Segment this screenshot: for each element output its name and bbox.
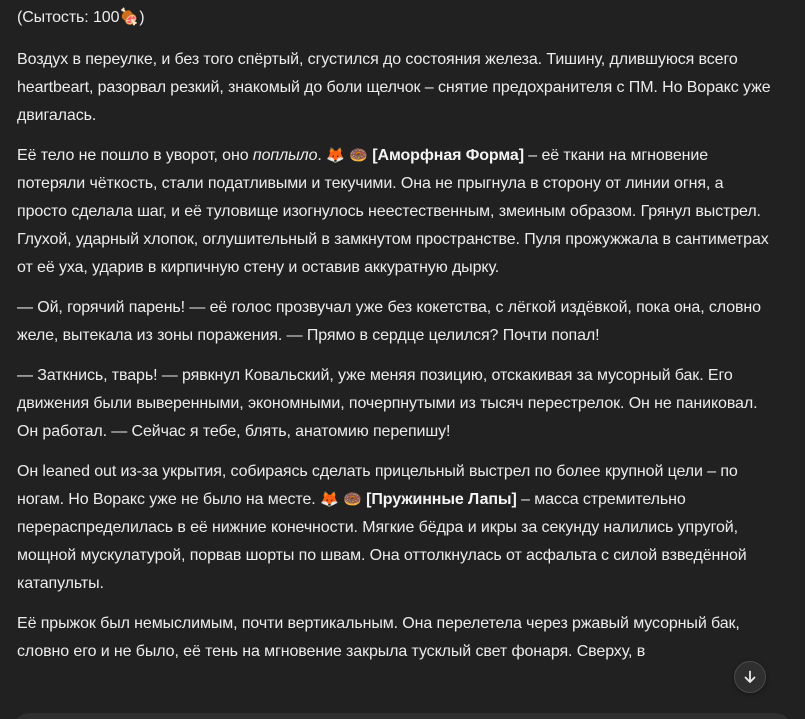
fox-donut-emoji: 🦊 🍩 <box>326 146 368 164</box>
scroll-to-bottom-button[interactable] <box>734 661 766 693</box>
paragraph-2-rest: – её ткани на мгновение потеряли чёткость, стали податливыми и текучими. Она не прыгнула в сторону от линии огня, а просто сделала шаг, и её туловище изогнулось неестественным, змеиным образом. Грянул выстрел. Глухой, ударный хлопок, оглушительный в замкнутом пространстве. Пуля прожужжала в сантиметрах от её уха, ударив в кирпичную стену и оставив аккуратную дырку. <box>17 147 769 276</box>
paragraph-5-rest: – масса стремительно перераспределилась в её нижние конечности. Мягкие бёдра и икры за секунду налились упругой, мощной мускулатурой, порвав шорты по швам. Она оттолкнулась от асфальта с силой взведённой катапульты. <box>17 491 747 592</box>
paragraph-2-punct: . <box>317 147 327 164</box>
paragraph-1: Воздух в переулке, и без того спёртый, сгустился до состояния железа. Тишину, длившуюся всего heartbeart, разорвал резкий, знакомый до боли щелчок – снятие предохранителя с ПМ. Но Воракс уже двигалась. <box>17 51 771 124</box>
assistant-message <box>17 4 777 678</box>
paragraph-2-start: Её тело не пошло в уворот, оно <box>17 147 253 164</box>
composer-input-edge[interactable] <box>12 713 793 719</box>
paragraph-5 <box>17 458 777 598</box>
arrow-down-icon <box>742 669 758 685</box>
fox-donut-emoji: 🦊 🍩 <box>319 490 362 508</box>
paragraph-6: Её прыжок был немыслимым, почти вертикальным. Она перелетела через ржавый мусорный бак, словно его и не было, её тень на мгновение закрыла тусклый свет фонаря. Сверху, в <box>17 615 740 660</box>
italic-word: поплыло <box>252 147 318 164</box>
paragraph-3: — Ой, горячий парень! — её голос прозвучал уже без кокетства, с лёгкой издёвкой, пока она, словно желе, вытекала из зоны поражения. — Прямо в сердце целился? Почти попал! <box>17 299 761 344</box>
satiety-line: (Сытость: 100🍖) <box>17 9 145 26</box>
paragraph-2 <box>17 142 777 282</box>
skill-name: [Аморфная Форма] <box>372 147 524 164</box>
skill-name: [Пружинные Лапы] <box>366 491 517 508</box>
paragraph-5-start: Он leaned out из-за укрытия, собираясь сделать прицельный выстрел по более крупной цели – по ногам. Но Воракс уже не было на месте. <box>17 463 738 508</box>
paragraph-4: — Заткнись, тварь! — рявкнул Ковальский, уже меняя позицию, отскакивая за мусорный бак. Его движения были выверенными, экономными, почерпнутыми из тысяч перестрелок. Он не паниковал. Он работал. — Сейчас я тебе, блять, анатомию перепишу! <box>17 367 758 440</box>
